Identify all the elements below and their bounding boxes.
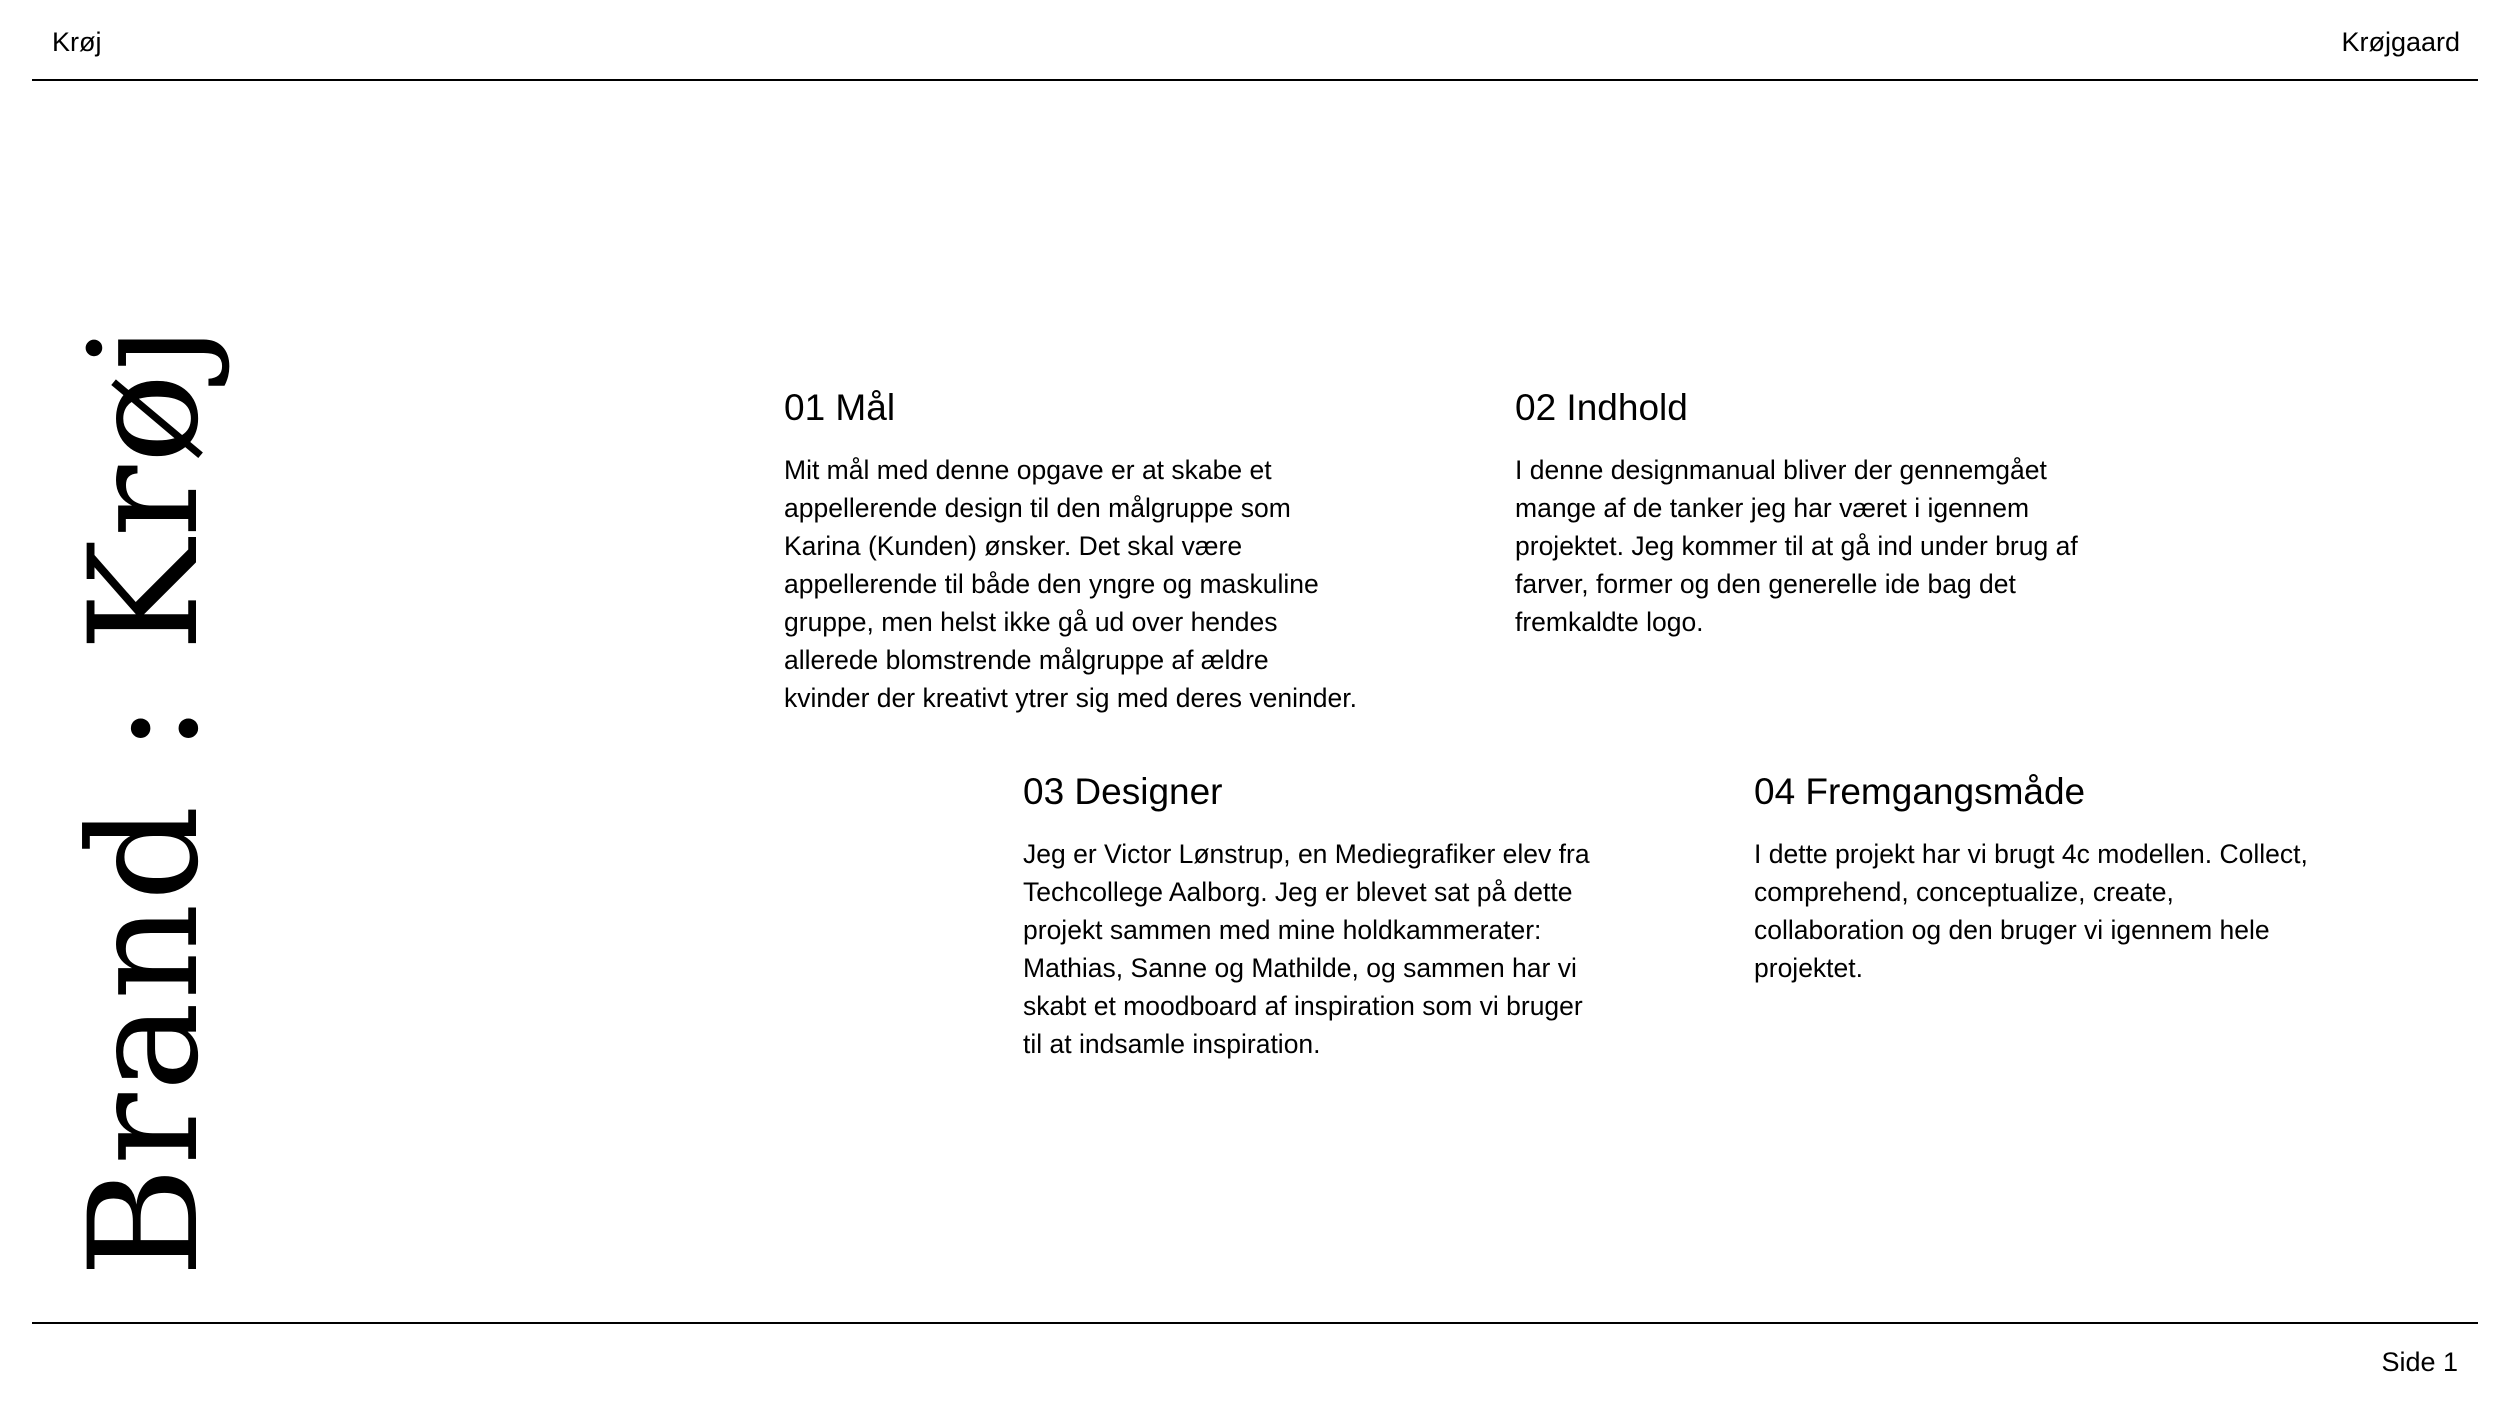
section-heading: 03 Designer	[1023, 771, 1223, 812]
header-divider	[32, 79, 2478, 81]
section-body-line: til at indsamle inspiration.	[1023, 1029, 1321, 1059]
section-body-line: Jeg er Victor Lønstrup, en Mediegrafiker elev fra	[1023, 839, 1590, 869]
section-indhold	[1515, 386, 2115, 641]
vertical-brand-title: Brand : Krøj	[58, 322, 232, 1278]
section-body-line: skabt et moodboard af inspiration som vi bruger	[1023, 991, 1583, 1021]
section-body-line: collaboration og den bruger vi igennem hele	[1754, 915, 2270, 945]
section-body-line: I denne designmanual bliver der gennemgået	[1515, 455, 2047, 485]
section-body	[1754, 835, 2354, 987]
section-body-line: appellerende design til den målgruppe som	[784, 493, 1291, 523]
section-body-line: projektet. Jeg kommer til at gå ind under brug af	[1515, 531, 2078, 561]
section-body-line: gruppe, men helst ikke gå ud over hendes	[784, 607, 1278, 637]
section-body-line: I dette projekt har vi brugt 4c modellen. Collect,	[1754, 839, 2308, 869]
section-body-line: mange af de tanker jeg har været i igennem	[1515, 493, 2030, 523]
section-heading: 04 Fremgangsmåde	[1754, 771, 2086, 812]
footer-divider	[32, 1322, 2478, 1324]
section-body	[784, 451, 1384, 717]
section-maal	[784, 386, 1384, 717]
section-designer	[1023, 770, 1623, 1063]
section-body-line: kvinder der kreativt ytrer sig med deres veninder.	[784, 683, 1357, 713]
page-number: Side 1	[2381, 1347, 2458, 1377]
section-body-line: Mathias, Sanne og Mathilde, og sammen har vi	[1023, 953, 1577, 983]
section-body-line: allerede blomstrende målgruppe af ældre	[784, 645, 1269, 675]
header-brand-full: Krøjgaard	[2341, 27, 2460, 57]
section-body-line: comprehend, conceptualize, create,	[1754, 877, 2174, 907]
section-body-line: projekt sammen med mine holdkammerater:	[1023, 915, 1542, 945]
section-heading: 01 Mål	[784, 387, 896, 428]
section-body-line: fremkaldte logo.	[1515, 607, 1704, 637]
section-body-line: appellerende til både den yngre og maskuline	[784, 569, 1319, 599]
section-body-line: Techcollege Aalborg. Jeg er blevet sat på dette	[1023, 877, 1573, 907]
header-brand-short: Krøj	[52, 27, 102, 57]
section-heading: 02 Indhold	[1515, 387, 1688, 428]
section-fremgangsmaade	[1754, 770, 2354, 987]
section-body	[1515, 451, 2115, 641]
section-body-line: projektet.	[1754, 953, 1864, 983]
section-body-line: Karina (Kunden) ønsker. Det skal være	[784, 531, 1243, 561]
section-body-line: farver, former og den generelle ide bag det	[1515, 569, 2016, 599]
section-body	[1023, 835, 1623, 1063]
section-body-line: Mit mål med denne opgave er at skabe et	[784, 455, 1272, 485]
